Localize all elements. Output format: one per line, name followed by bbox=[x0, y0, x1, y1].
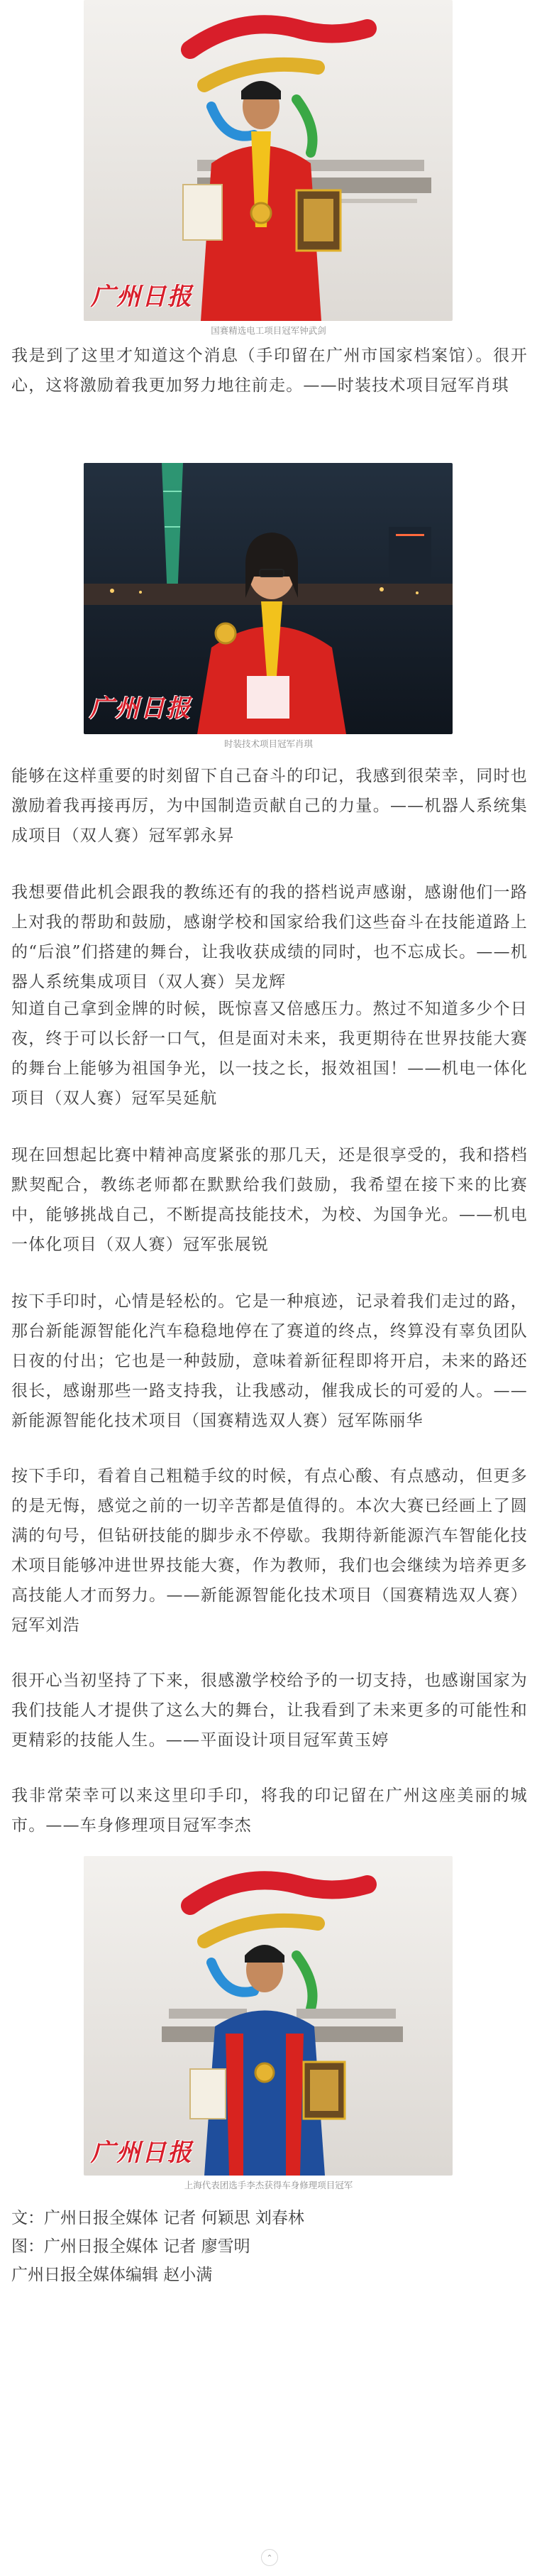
quote-paragraph: 现在回想起比赛中精神高度紧张的那几天，还是很享受的，我和搭档默契配合，教练老师都在默默给我们鼓励，我希望在接下来的比赛中，能够挑战自己，不断提高技能技术，为校、为国争光。——机电一体化项目（双人赛）冠军张展锐 bbox=[11, 1146, 528, 1254]
quote-paragraph: 按下手印时，心情是轻松的。它是一种痕迹，记录着我们走过的路，那台新能源智能化汽车稳稳地停在了赛道的终点，终算没有辜负团队日夜的付出；它也是一种鼓励，意味着新征程即将开启，未来的路还很长，感谢那些一路支持我，让我感动，催我成长的可爱的人。——新能源智能化技术项目（国赛精选双人赛）冠军陈丽华 bbox=[11, 1292, 528, 1430]
watermark-logo: 广州日报 bbox=[89, 694, 192, 723]
quote-paragraph: 按下手印，看着自己粗糙手纹的时候，有点心酸、有点感动，但更多的是无悔，感觉之前的一切辛苦都是值得的。本次大赛已经画上了圆满的句号，但钻研技能的脚步永不停歇。我期待新能源汽车智能化技术项目能够冲进世界技能大赛，作为教师，我们也会继续为培养更多高技能人才而努力。——新能源智能化技术项目（国赛精选双人赛）冠军刘浩 bbox=[11, 1467, 528, 1634]
quote-paragraph: 知道自己拿到金牌的时候，既惊喜又倍感压力。熬过不知道多少个日夜，终于可以长舒一口气，但是面对未来，我更期待在世界技能大赛的舞台上能够为祖国争光，以一技之长，报效祖国！——机电一体化项目（双人赛）冠军吴延航 bbox=[11, 1000, 528, 1108]
quote-paragraph: 很开心当初坚持了下来，很感激学校给予的一切支持，也感谢国家为我们技能人才提供了这么大的舞台，让我看到了未来更多的可能性和更精彩的技能人生。——平面设计项目冠军黄玉婷 bbox=[11, 1671, 528, 1750]
watermark-logo: 广州日报 bbox=[91, 283, 193, 311]
photo-caption: 时装技术项目冠军肖琪 bbox=[223, 738, 313, 749]
credit-photo: 图：广州日报全媒体 记者 廖雪明 bbox=[11, 2237, 250, 2256]
photo-caption: 国赛精选电工项目冠军钟武剑 bbox=[211, 325, 326, 336]
article-credits bbox=[11, 2204, 528, 2289]
back-to-top-icon[interactable]: ⌃ bbox=[261, 2549, 278, 2566]
quote-paragraph: 我非常荣幸可以来这里印手印，将我的印记留在广州这座美丽的城市。——车身修理项目冠军李杰 bbox=[11, 1786, 528, 1835]
photo-champion-body-repair bbox=[84, 1856, 453, 2176]
quote-paragraph: 我想要借此机会跟我的教练还有的我的搭档说声感谢，感谢他们一路上对我的帮助和鼓励，感谢学校和国家给我们这些奋斗在技能道路上的“后浪”们搭建的舞台，让我收获成绩的同时，也不忘成长。——机器人系统集成项目（双人赛）吴龙辉 bbox=[11, 883, 528, 991]
photo-champion-fashion bbox=[84, 463, 453, 734]
quote-paragraph: 能够在这样重要的时刻留下自己奋斗的印记，我感到很荣幸，同时也激励着我再接再厉，为中国制造贡献自己的力量。——机器人系统集成项目（双人赛）冠军郭永昇 bbox=[11, 767, 528, 845]
watermark-logo: 广州日报 bbox=[91, 2139, 193, 2167]
photo-3-illustration bbox=[84, 1856, 453, 2176]
credit-text: 文：广州日报全媒体 记者 何颖思 刘春林 bbox=[11, 2209, 304, 2227]
quote-paragraph: 我是到了这里才知道这个消息（手印留在广州市国家档案馆）。很开心，这将激励着我更加努力地往前走。——时装技术项目冠军肖琪 bbox=[11, 346, 528, 395]
photo-1-illustration bbox=[84, 0, 453, 321]
credit-editor: 广州日报全媒体编辑 赵小满 bbox=[11, 2266, 213, 2284]
photo-caption: 上海代表团选手李杰获得车身修理项目冠军 bbox=[184, 2180, 353, 2190]
photo-champion-electrician bbox=[84, 0, 453, 321]
